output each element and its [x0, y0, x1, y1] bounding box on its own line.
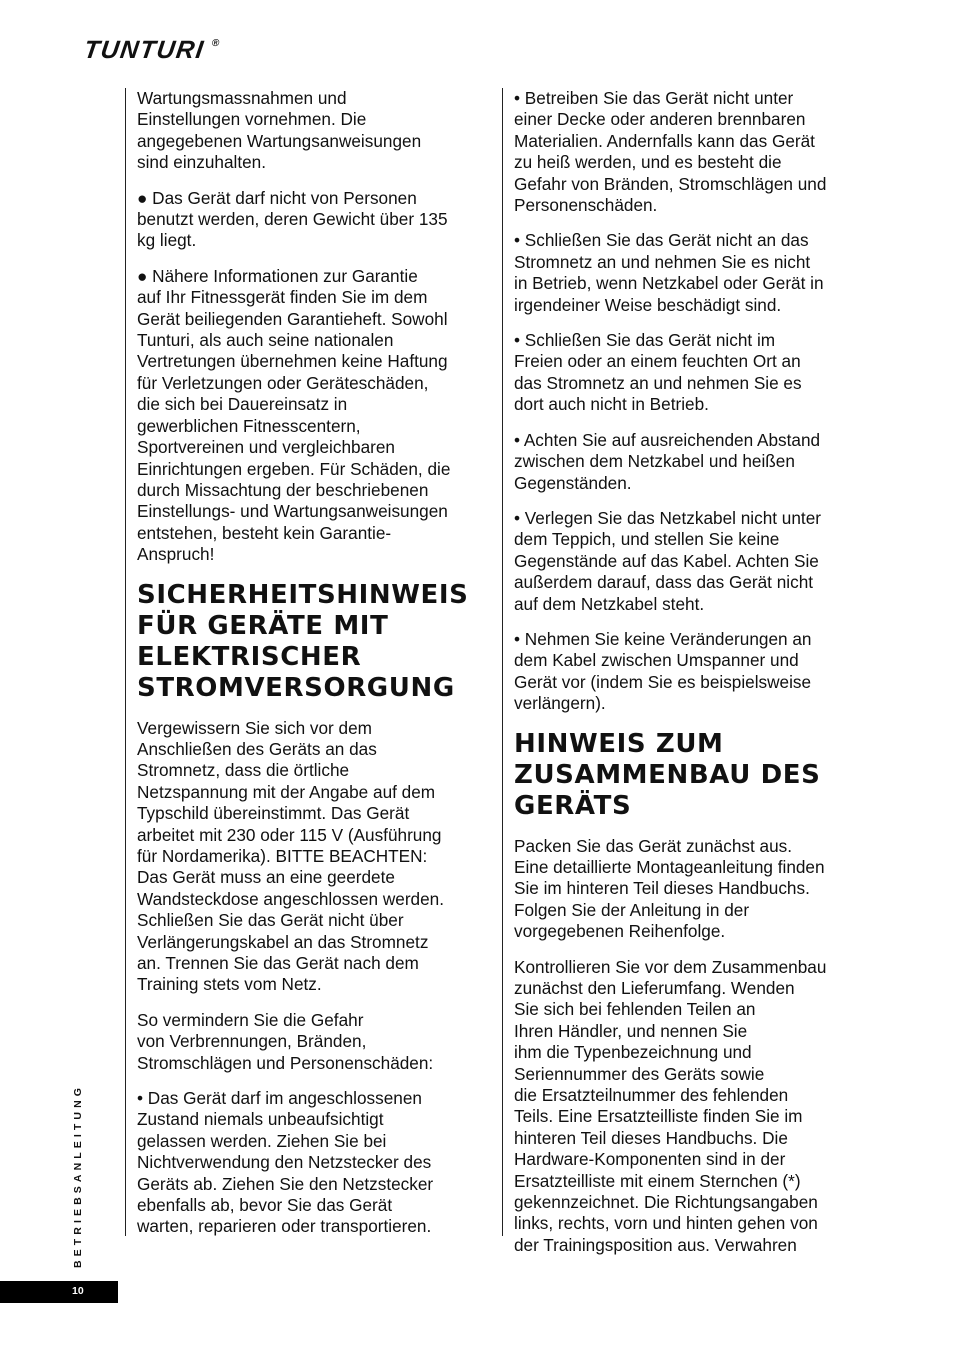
paragraph-outdoors: • Schließen Sie das Gerät nicht im Freien oder an einem feuchten Ort an das Stromnetz an und nehmen Sie es dort auch nicht in Betrieb. — [514, 330, 802, 415]
page-number-bar — [0, 1281, 118, 1303]
paragraph-weight-limit: ● Das Gerät darf nicht von Personen benutzt werden, deren Gewicht über 135 kg liegt. — [137, 187, 448, 251]
paragraph-voltage: Vergewissern Sie sich vor dem Anschließen des Geräts an das Stromnetz, dass die örtliche Netzspannung mit der Angabe auf dem Typschild übereinstimmt. Das Gerät arbeitet mit 230 oder 115 V (Ausführung für Nordamerika). BITTE BEACHTEN: Das Gerät muss an eine geerdete Wandsteckdose angeschlossen werden. Schließen Sie das Gerät nicht über Verlängerungskabel an das Stromnetz an. Trennen Sie das Gerät nach dem Training stets vom Netz. — [137, 717, 445, 995]
registered-mark: ® — [211, 38, 220, 49]
page-number: 10 — [72, 1285, 84, 1297]
heading-electrical-safety: SICHERHEITSHINWEIS FÜR GERÄTE MIT ELEKTRISCHER STROMVERSORGUNG — [137, 579, 469, 703]
paragraph-no-modifications: • Nehmen Sie keine Veränderungen an dem Kabel zwischen Umspanner und Gerät vor (indem Sie es beispielsweise verlängern). — [514, 628, 812, 714]
paragraph-cover: • Betreiben Sie das Gerät nicht unter einer Decke oder anderen brennbaren Materialien. Andernfalls kann das Gerät zu heiß werden, und es besteht die Gefahr von Bränden, Stromschlägen und Personenschäden. — [514, 88, 827, 216]
paragraph-check-contents: Kontrollieren Sie vor dem Zusammenbau zunächst den Lieferumfang. Wenden Sie sich bei fehlenden Teilen an Ihren Händler, und nennen Sie ihm die Typenbezeichnung und Seriennummer des Geräts sowie die Ersatzteilnummer des fehlenden Teils. Eine Ersatzteilliste finden Sie im hinteren Teil dieses Handbuchs. Die Hardware-Komponenten sind in der Ersatzteilliste mit einem Sternchen (*) gekennzeichnet. Die Richtungsangaben links, rechts, vorn und hinten gehen von der Trainingsposition aus. Verwahren — [514, 956, 827, 1255]
left-column — [125, 88, 495, 1236]
paragraph-maintenance: Wartungsmassnahmen und Einstellungen vornehmen. Die angegebenen Wartungsanweisungen sind einzuhalten. — [137, 88, 422, 173]
heading-assembly: HINWEIS ZUM ZUSAMMENBAU DES GERÄTS — [514, 728, 821, 821]
paragraph-risk-intro: So vermindern Sie die Gefahr von Verbrennungen, Bränden, Stromschlägen und Personenschäden: — [137, 1009, 434, 1073]
brand-logo — [82, 36, 220, 65]
side-label: BETRIEBSANLEITUNG — [72, 1083, 84, 1268]
brand-name: TUNTURI — [82, 36, 207, 64]
paragraph-distance: • Achten Sie auf ausreichenden Abstand zwischen dem Netzkabel und heißen Gegenständen. — [514, 429, 821, 493]
paragraph-cable-routing: • Verlegen Sie das Netzkabel nicht unter dem Teppich, und stellen Sie keine Gegenstände auf das Kabel. Achten Sie außerdem darauf, dass das Gerät nicht auf dem Netzkabel steht. — [514, 507, 821, 614]
paragraph-warranty: ● Nähere Informationen zur Garantie auf Ihr Fitnessgerät finden Sie im dem Gerät beiliegenden Garantieheft. Sowohl Tunturi, als auch seine nationalen Vertretungen übernehmen keine Haftung für Verletzungen oder Geräteschäden, die sich bei Dauereinsatz in gewerblichen Fitnesscentern, Sportvereinen und vergleichbaren Einrichtungen ergeben. Für Schäden, die durch Missachtung der beschriebenen Einstellungs- und Wartungsanweisungen entstehen, besteht kein Garantie- Anspruch! — [137, 265, 451, 565]
paragraph-unattended: • Das Gerät darf im angeschlossenen Zustand niemals unbeaufsichtigt gelassen werden. Ziehen Sie bei Nichtverwendung den Netzstecker des Geräts ab. Ziehen Sie den Netzstecker ebenfalls ab, bevor Sie das Gerät warten, reparieren oder transportieren. — [137, 1088, 434, 1237]
right-column — [502, 88, 874, 1255]
paragraph-unpack: Packen Sie das Gerät zunächst aus. Eine detaillierte Montageanleitung finden Sie im hinteren Teil dieses Handbuchs. Folgen Sie der Anleitung in der vorgegebenen Reihenfolge. — [514, 835, 825, 942]
paragraph-damaged-cable: • Schließen Sie das Gerät nicht an das Stromnetz an und nehmen Sie es nicht in Betrieb, wenn Netzkabel oder Gerät in irgendeiner Weise beschädigt sind. — [514, 230, 824, 315]
